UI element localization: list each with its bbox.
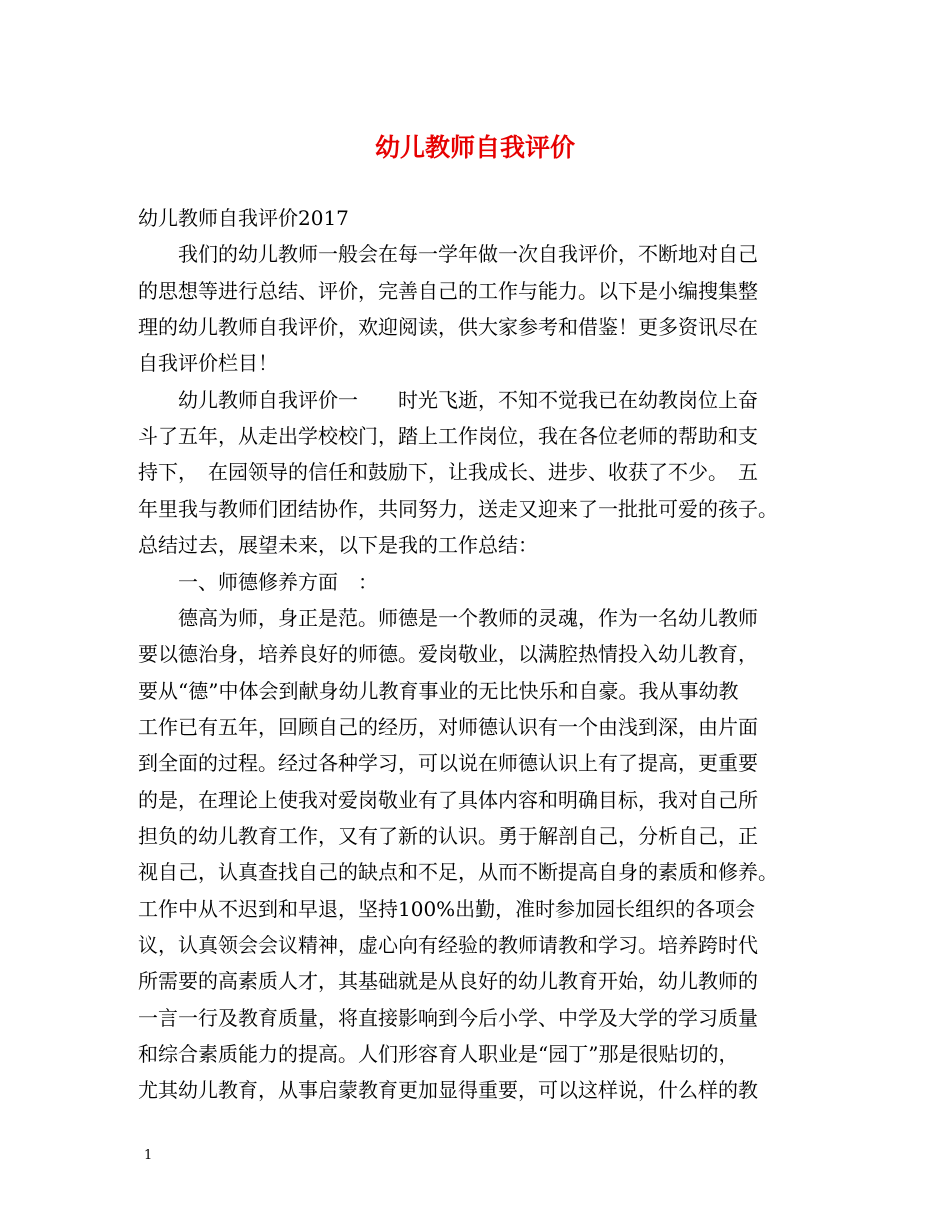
text-line: 要从“德”中体会到献身幼儿教育事业的无比快乐和自豪。我从事幼教 [138,678,739,703]
text-line: 视自己，认真查找自己的缺点和不足，从而不断提高自身的素质和修养。 [138,860,778,885]
text-line: 德高为师，身正是范。师德是一个教师的灵魂，作为一名幼儿教师 [138,605,758,630]
text-line: 工作中从不迟到和早退，坚持100%出勤，准时参加园长组织的各项会 [138,896,756,921]
text-line: 年里我与教师们团结协作，共同努力，送走又迎来了一批批可爱的孩子。 [138,496,778,521]
text-line: 自我评价栏目！ [138,351,278,376]
text-line: 总结过去，展望未来，以下是我的工作总结： [138,533,538,558]
text-line: 我们的幼儿教师一般会在每一学年做一次自我评价，不断地对自己 [138,242,758,267]
text-line: 担负的幼儿教育工作，又有了新的认识。勇于解剖自己，分析自己，正 [138,823,758,848]
text-line: 议，认真领会会议精神，虚心向有经验的教师请教和学习。培养跨时代 [138,933,758,957]
text-line: 和综合素质能力的提高。人们形容育人职业是“园丁”那是很贴切的， [138,1042,739,1067]
text-line: 工作已有五年，回顾自己的经历，对师德认识有一个由浅到深，由片面 [138,714,758,739]
text-line: 幼儿教师自我评价2017 [138,206,349,230]
text-line: 尤其幼儿教育，从事启蒙教育更加显得重要，可以这样说，什么样的教 [138,1078,758,1103]
page-number: 1 [144,1148,153,1163]
text-line: 持下， 在园领导的信任和鼓励下，让我成长、进步、收获了不少。 五 [138,460,758,485]
text-line: 所需要的高素质人才，其基础就是从良好的幼儿教育开始，幼儿教师的 [138,969,758,994]
text-line: 的思想等进行总结、评价，完善自己的工作与能力。以下是小编搜集整 [138,278,758,303]
text-line: 幼儿教师自我评价一 时光飞逝，不知不觉我已在幼教岗位上奋 [138,387,758,412]
text-line: 斗了五年，从走出学校校门，踏上工作岗位，我在各位老师的帮助和支 [138,424,758,449]
text-line: 一言一行及教育质量，将直接影响到今后小学、中学及大学的学习质量 [138,1005,758,1030]
page-title: 幼儿教师自我评价 [374,133,575,162]
text-line: 一、师德修养方面 ： [138,569,378,594]
text-line: 要以德治身，培养良好的师德。爱岗敬业，以满腔热情投入幼儿教育， [138,642,758,667]
text-line: 理的幼儿教师自我评价，欢迎阅读，供大家参考和借鉴！更多资讯尽在 [138,315,758,340]
text-line: 到全面的过程。经过各种学习，可以说在师德认识上有了提高，更重要 [138,751,758,776]
text-line: 的是，在理论上使我对爱岗敬业有了具体内容和明确目标，我对自己所 [138,787,758,812]
